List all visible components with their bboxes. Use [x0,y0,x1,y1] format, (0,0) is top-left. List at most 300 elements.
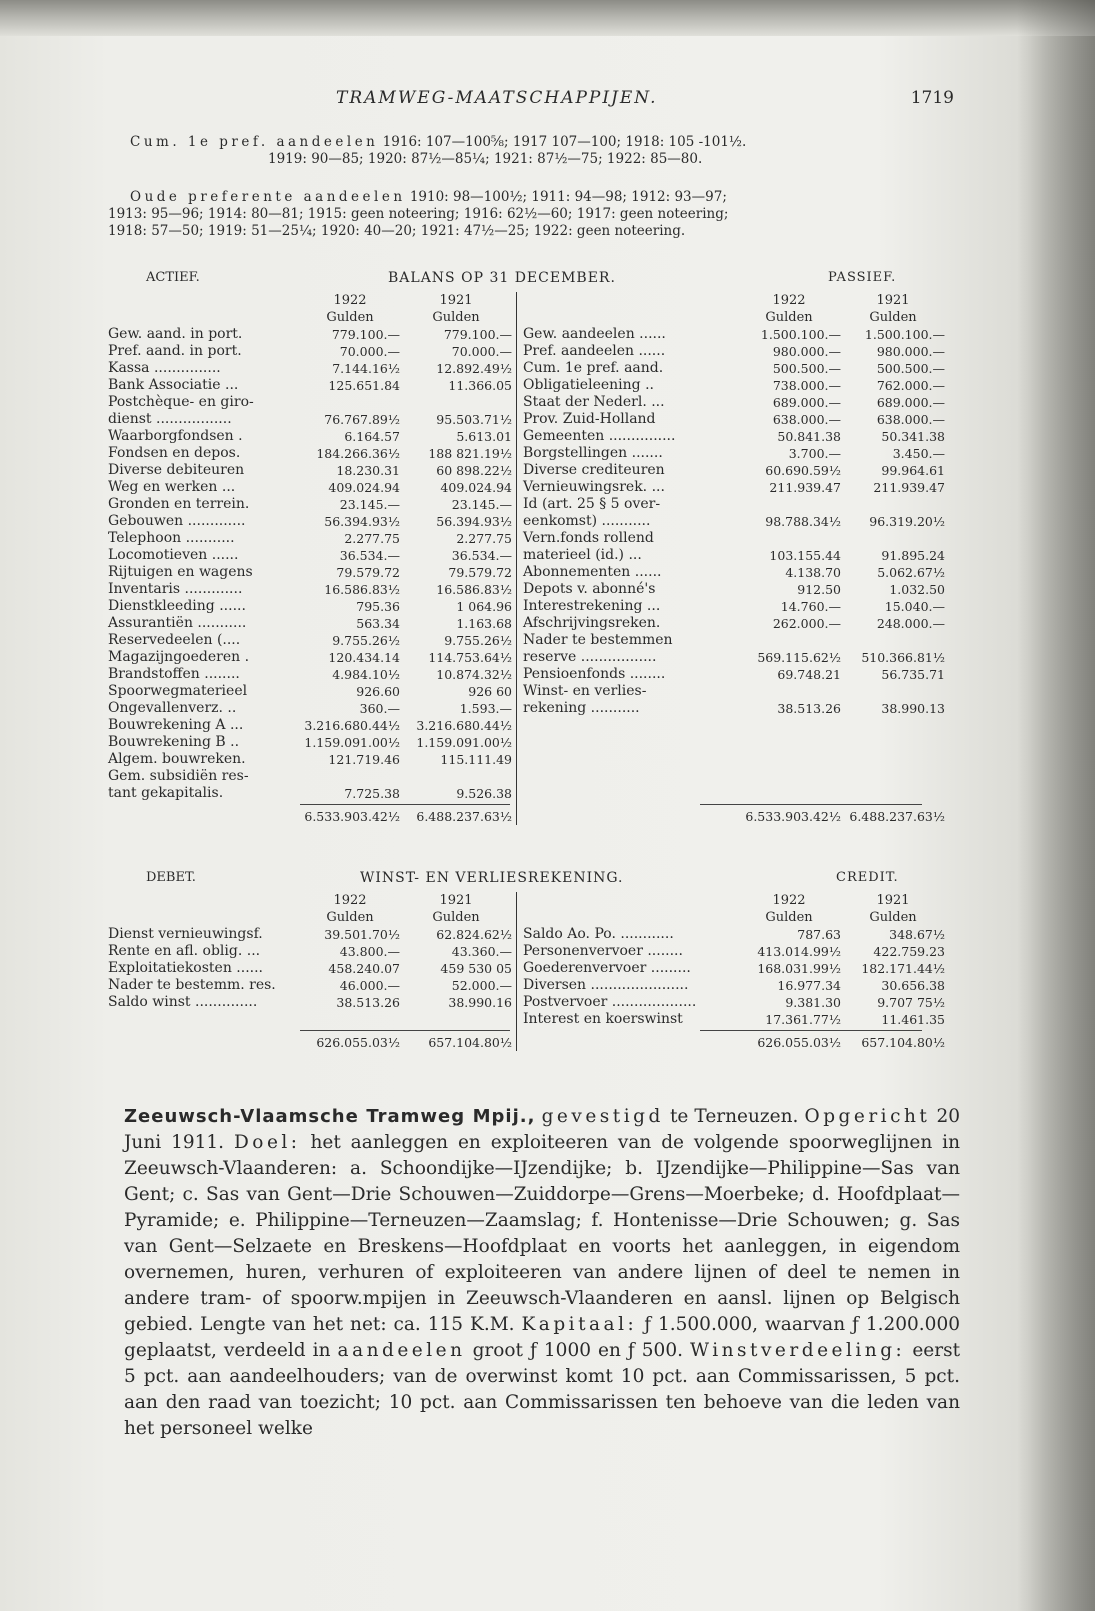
right-value-1922 [737,785,841,802]
left-item: Bouwrekening A ... [108,717,244,733]
winstverdeeling-label: Winstverdeeling: [690,1340,906,1361]
right-value-1921 [841,496,945,513]
right-value-1921: 689.000.— [876,395,945,410]
right-item: Cum. 1e pref. aand. [523,360,664,376]
left-value-1922: 125.651.84 [328,378,400,393]
left-value-1922: 1.159.091.00½ [304,735,400,750]
book-spine-shadow [1017,0,1095,1611]
table-row [108,700,945,717]
year-1922: 1922 [333,893,367,908]
unit-gulden: Gulden [326,310,374,325]
table-row [108,943,945,960]
total-rule [700,1030,922,1031]
right-item: Depots v. abonné's [523,581,656,597]
right-value-1921 [841,632,945,649]
table-row [108,343,945,360]
page-header [100,88,960,114]
right-item [517,768,738,785]
scan-edge [0,0,1095,36]
balance-title: BALANS OP 31 DECEMBER. [388,270,616,286]
left-item: Reservedeelen (.... [108,632,241,648]
right-value-1921: 510.366.81½ [861,650,945,665]
right-item: Gew. aandeelen ...... [523,326,666,342]
table-row [108,960,945,977]
unit-gulden: Gulden [869,910,917,925]
right-value-1921: 15.040.— [884,599,945,614]
right-item: Interestrekening ... [523,598,661,614]
left-value-1921: 926 60 [400,683,517,700]
right-value-1921: 30.656.38 [881,978,945,993]
right-value-1921 [841,751,945,768]
left-value-1921: 9.755.26½ [400,632,517,649]
left-item: Exploitatiekosten ...... [108,960,263,976]
left-value-1922: 43.800.— [339,944,400,959]
right-value-1922 [737,768,841,785]
left-value-1922: 9.755.26½ [332,633,400,648]
right-value-1921: 3.450.— [892,446,945,461]
right-value-1922: 168.031.99½ [757,961,841,976]
right-value-1922: 787.63 [797,927,841,942]
year-header-row [108,892,945,909]
total-right-1922: 6.533.903.42½ [745,809,841,824]
left-item: Waarborgfondsen . [108,428,243,444]
text-fragment: het aanleggen en exploiteeren van de volgende spoorweglijnen in Zeeuwsch-Vlaanderen: a. Schoondijke—IJzendijke; b. IJzendijke—Philippine—Sas van Gent; c. Sas van Gent—Drie Schouwen—Zuiddorpe—Grens—Moerbeke; d. Hoofdplaat—Pyramide; e. Philippine—Terneuzen—Zaamslag; f. Hontenisse—Drie Schouwen; g. Sas van Gent—Selzaete en Breskens—Hoofdplaat en voorts het aanleggen, in eigendom overnemen, huren, verhuren of exploiteeren van andere lijnen of deel te nemen in andere tram- of spoorw.mpijen in Zeeuwsch-Vlaanderen en aansl. lijnen op Belgisch gebied. Lengte van het net: ca. 115 K.M. [124,1132,960,1335]
right-value-1921: 182.171.44½ [861,961,945,976]
right-value-1922: 980.000.— [772,344,841,359]
right-value-1921: 638.000.— [876,412,945,427]
right-item: Abonnementen ...... [523,564,662,580]
table-row [108,1011,945,1028]
left-value-1922: 46.000.— [339,978,400,993]
table-row [108,530,945,547]
left-value-1922: 23.145.— [339,497,400,512]
right-value-1922: 50.841.38 [777,429,841,444]
quote-values: 1910: 98—100½; 1911: 94—98; 1912: 93—97; [409,189,727,205]
left-item: Algem. bouwreken. [108,751,246,767]
right-item: Prov. Zuid-Holland [523,411,656,427]
right-value-1921: 762.000.— [876,378,945,393]
total-right-1921: 657.104.80½ [861,1035,945,1050]
right-value-1921: 348.67½ [889,927,945,942]
left-value-1921: 60 898.22½ [400,462,517,479]
total-left-1921: 6.488.237.63½ [400,802,517,825]
right-item: eenkomst) ........... [523,513,651,529]
right-item: Interest en koerswinst [523,1011,683,1027]
right-item: Winst- en verlies- [523,683,647,699]
left-value-1922: 795.36 [356,599,400,614]
year-1921: 1921 [400,892,517,909]
left-value-1921 [400,768,517,785]
left-value-1922: 56.394.93½ [324,514,400,529]
left-value-1922: 6.164.57 [344,429,400,444]
unit-gulden: Gulden [765,310,813,325]
text-fragment: 20 Juni 1911. [124,1106,960,1153]
left-value-1921: 52.000.— [400,977,517,994]
left-value-1921: 3.216.680.44½ [400,717,517,734]
left-value-1921: 43.360.— [400,943,517,960]
right-value-1922: 689.000.— [772,395,841,410]
left-value-1921: 36.534.— [400,547,517,564]
right-value-1922: 738.000.— [772,378,841,393]
left-item: Dienst vernieuwingsf. [108,926,263,942]
left-value-1922: 16.586.83½ [324,582,400,597]
table-row [108,751,945,768]
left-value-1921: 79.579.72 [400,564,517,581]
table-row [108,615,945,632]
left-value-1922: 779.100.— [331,327,400,342]
right-value-1922 [737,496,841,513]
quote-label: Cum. 1e pref. aandeelen [130,134,379,150]
total-rule [300,1030,510,1031]
left-value-1921 [400,394,517,411]
left-value-1921: 1.163.68 [400,615,517,632]
left-item: Assurantiën ........... [108,615,247,631]
left-value-1921: 459 530 05 [400,960,517,977]
text-fragment: te Terneuzen. [669,1106,799,1127]
right-value-1921 [841,717,945,734]
table-row [108,377,945,394]
right-value-1921: 500.500.— [876,361,945,376]
right-item: Gemeenten ............... [523,428,676,444]
table-row [108,360,945,377]
left-value-1921: 188 821.19½ [400,445,517,462]
left-value-1921: 1.159.091.00½ [400,734,517,751]
left-value-1922: 7.725.38 [344,786,400,801]
winst-heading [108,870,960,890]
kapitaal-label: Kapitaal: [521,1314,638,1335]
right-value-1922 [737,734,841,751]
table-row [108,479,945,496]
page-number: 1719 [910,88,954,108]
right-value-1922 [737,632,841,649]
right-value-1922: 262.000.— [772,616,841,631]
right-item: Afschrijvingsreken. [523,615,661,631]
right-item: Saldo Ao. Po. ............ [523,926,674,942]
left-value-1921: 16.586.83½ [400,581,517,598]
left-item: Postchèque- en giro- [108,394,254,410]
right-item: Goederenvervoer ......... [523,960,691,976]
totals-row [108,802,945,825]
right-item [517,785,738,802]
unit-header-row [108,309,945,326]
left-item: Saldo winst .............. [108,994,258,1010]
right-item: rekening ........... [523,700,640,716]
left-item: Gebouwen ............. [108,513,246,529]
table-row [108,717,945,734]
right-value-1921: 980.000.— [876,344,945,359]
total-left-1922: 6.533.903.42½ [304,809,400,824]
right-value-1921 [841,768,945,785]
quote-oude-pref [108,189,956,240]
left-value-1921: 12.892.49½ [400,360,517,377]
right-item: Nader te bestemmen [523,632,673,648]
right-value-1922: 38.513.26 [777,701,841,716]
right-value-1922: 413.014.99½ [757,944,841,959]
right-value-1921: 1.500.100.— [864,327,945,342]
table-row [108,326,945,343]
table-row [108,581,945,598]
left-value-1922: 563.34 [356,616,400,631]
left-value-1921: 23.145.— [400,496,517,513]
table-row [108,926,945,943]
left-value-1922: 121.719.46 [328,752,400,767]
table-row [108,666,945,683]
left-item: Rente en afl. oblig. ... [108,943,261,959]
year-1921: 1921 [400,292,517,309]
winst-title: WINST- EN VERLIESREKENING. [360,870,624,886]
table-row [108,496,945,513]
left-value-1922: 7.144.16½ [332,361,400,376]
total-rule [700,804,922,805]
left-value-1922: 4.984.10½ [332,667,400,682]
right-value-1922: 500.500.— [772,361,841,376]
right-item [517,751,738,768]
balance-heading [108,270,960,290]
quote-values-line3: 1918: 57—50; 1919: 51—25¼; 1920: 40—20; 1921: 47½—25; 1922: geen noteering. [108,223,686,239]
table-row [108,445,945,462]
left-value-1922: 38.513.26 [336,995,400,1010]
left-item: Locomotieven ...... [108,547,239,563]
right-value-1922: 17.361.77½ [765,1012,841,1027]
winst-table [108,892,945,1051]
right-value-1921: 11.461.35 [881,1012,945,1027]
totals-row [108,1028,945,1051]
quote-values: 1916: 107—100⅝; 1917 107—100; 1918: 105 -101½. [382,134,747,150]
right-value-1922: 3.700.— [788,446,841,461]
left-item: tant gekapitalis. [108,785,224,801]
right-value-1921: 422.759.23 [873,944,945,959]
left-item: Fondsen en depos. [108,445,241,461]
left-value-1922: 409.024.94 [328,480,400,495]
right-value-1922 [737,751,841,768]
year-header-row [108,292,945,309]
left-value-1921: 1 064.96 [400,598,517,615]
quote-values-line2: 1919: 90—85; 1920: 87½—85¼; 1921: 87½—75; 1922: 85—80. [268,151,703,167]
right-item: Pensioenfonds ........ [523,666,666,682]
right-value-1922 [737,530,841,547]
left-item: Magazijngoederen . [108,649,250,665]
left-item: Gronden en terrein. [108,496,250,512]
right-value-1922: 16.977.34 [777,978,841,993]
right-value-1921: 5.062.67½ [877,565,945,580]
passief-label: PASSIEF. [828,270,897,285]
right-item [517,717,738,734]
left-item: Kassa ............... [108,360,221,376]
left-value-1922 [300,1011,400,1028]
table-row [108,734,945,751]
right-value-1922: 98.788.34½ [765,514,841,529]
left-value-1922: 3.216.680.44½ [304,718,400,733]
text-fragment: groot ƒ 1000 en ƒ 500. [472,1340,683,1361]
left-item: dienst ................. [108,411,232,427]
left-item: Gew. aand. in port. [108,326,243,342]
left-value-1921: 62.824.62½ [400,926,517,943]
right-value-1922: 1.500.100.— [760,327,841,342]
aandeelen-label: aandeelen [337,1340,466,1361]
left-item: Diverse debiteuren [108,462,245,478]
right-item: Borgstellingen ....... [523,445,663,461]
table-row [108,598,945,615]
table-row [108,683,945,700]
right-item: Vernieuwingsrek. ... [523,479,665,495]
year-1921: 1921 [876,293,910,308]
left-value-1922: 926.60 [356,684,400,699]
right-value-1921: 211.939.47 [873,480,945,495]
debet-label: DEBET. [146,870,196,885]
right-item: Diverse crediteuren [523,462,665,478]
left-value-1922: 2.277.75 [344,531,400,546]
table-row [108,994,945,1011]
right-item: Staat der Nederl. ... [523,394,665,410]
table-row [108,513,945,530]
table-row [108,977,945,994]
year-1922: 1922 [333,293,367,308]
left-value-1921: 1.593.— [400,700,517,717]
right-item [517,734,738,751]
unit-gulden: Gulden [400,909,517,926]
left-value-1922: 458.240.07 [328,961,400,976]
left-item: Bank Associatie ... [108,377,239,393]
left-value-1922: 70.000.— [339,344,400,359]
left-item: Dienstkleeding ...... [108,598,246,614]
total-rule [300,804,510,805]
right-value-1922: 14.760.— [780,599,841,614]
doel-label: Doel: [233,1132,301,1153]
right-item: Obligatieleening .. [523,377,654,393]
company-description [124,1104,960,1442]
left-item: Gem. subsidiën res- [108,768,249,784]
text-fragment: ƒ 1.500.000, waarvan ƒ 1.200.000 geplaatst, verdeeld in [124,1314,960,1361]
left-value-1921: 2.277.75 [400,530,517,547]
left-value-1922: 79.579.72 [336,565,400,580]
right-value-1922: 211.939.47 [769,480,841,495]
year-1922: 1922 [772,293,806,308]
right-value-1921: 91.895.24 [881,548,945,563]
left-value-1922: 18.230.31 [336,463,400,478]
balance-table [108,292,945,825]
right-value-1921 [841,683,945,700]
table-row [108,649,945,666]
unit-header-row [108,909,945,926]
left-value-1921: 5.613.01 [400,428,517,445]
left-item: Weg en werken ... [108,479,236,495]
quote-label: Oude preferente aandeelen [130,189,406,205]
left-item: Ongevallenverz. .. [108,700,237,716]
right-value-1921 [841,530,945,547]
left-value-1921 [400,1011,517,1028]
unit-gulden: Gulden [765,910,813,925]
total-right-1921: 6.488.237.63½ [849,809,945,824]
year-1922: 1922 [772,893,806,908]
left-value-1921: 409.024.94 [400,479,517,496]
left-value-1922 [300,394,400,411]
right-value-1921: 56.735.71 [881,667,945,682]
left-value-1922: 39.501.70½ [324,927,400,942]
right-value-1922: 4.138.70 [785,565,841,580]
left-value-1922: 36.534.— [339,548,400,563]
left-item: Brandstoffen ........ [108,666,240,682]
right-item: Vern.fonds rollend [523,530,654,546]
total-right-1922: 626.055.03½ [757,1035,841,1050]
right-value-1921: 9.707 75½ [877,995,945,1010]
left-value-1922: 360.— [359,701,400,716]
table-row [108,462,945,479]
right-value-1921: 96.319.20½ [869,514,945,529]
right-item: reserve ................. [523,649,657,665]
left-item: Rijtuigen en wagens [108,564,253,580]
right-item: Diversen ...................... [523,977,689,993]
table-row [108,428,945,445]
unit-gulden: Gulden [400,309,517,326]
right-item: Personenvervoer ........ [523,943,683,959]
opgericht-label: Opgericht [804,1106,931,1127]
unit-gulden: Gulden [326,910,374,925]
left-value-1921: 115.111.49 [400,751,517,768]
table-row [108,394,945,411]
right-value-1922 [737,683,841,700]
right-value-1922: 69.748.21 [777,667,841,682]
right-value-1921: 38.990.13 [881,701,945,716]
left-value-1921: 11.366.05 [400,377,517,394]
gevestigd-label: gevestigd [541,1106,664,1127]
right-value-1922: 103.155.44 [769,548,841,563]
table-row [108,768,945,785]
left-value-1921: 70.000.— [400,343,517,360]
total-left-1921: 657.104.80½ [400,1028,517,1051]
right-value-1922: 60.690.59½ [765,463,841,478]
table-row [108,632,945,649]
table-row [108,411,945,428]
right-item: Pref. aandeelen ...... [523,343,666,359]
running-title: TRAMWEG-MAATSCHAPPIJEN. [336,88,658,108]
left-value-1921: 38.990.16 [400,994,517,1011]
right-value-1922: 9.381.30 [785,995,841,1010]
left-value-1921: 10.874.32½ [400,666,517,683]
left-value-1921: 9.526.38 [400,785,517,802]
left-value-1922 [300,768,400,785]
right-value-1922: 638.000.— [772,412,841,427]
table-row [108,564,945,581]
right-item: Id (art. 25 § 5 over- [523,496,661,512]
left-value-1921: 779.100.— [400,326,517,343]
table-row [108,547,945,564]
actief-label: ACTIEF. [146,270,200,285]
left-item: Telephoon ........... [108,530,235,546]
year-1921: 1921 [876,893,910,908]
left-value-1921: 95.503.71½ [400,411,517,428]
quote-values-line2: 1913: 95—96; 1914: 80—81; 1915: geen noteering; 1916: 62½—60; 1917: geen noteering; [108,206,729,222]
right-item: Postvervoer ................... [523,994,697,1010]
right-item: materieel (id.) ... [523,547,642,563]
left-value-1922: 120.434.14 [328,650,400,665]
table-row [108,785,945,802]
unit-gulden: Gulden [869,310,917,325]
left-item: Inventaris ............. [108,581,243,597]
left-value-1921: 56.394.93½ [400,513,517,530]
total-left-1922: 626.055.03½ [316,1035,400,1050]
right-value-1921: 99.964.61 [881,463,945,478]
left-item: Spoorwegmaterieel [108,683,248,699]
right-value-1921: 50.341.38 [881,429,945,444]
left-item: Nader te bestemm. res. [108,977,276,993]
right-value-1922: 569.115.62½ [757,650,841,665]
right-value-1921 [841,734,945,751]
left-value-1922: 184.266.36½ [316,446,400,461]
left-value-1922: 76.767.89½ [324,412,400,427]
right-value-1921: 248.000.— [876,616,945,631]
left-item [108,1011,300,1028]
right-value-1921: 1.032.50 [889,582,945,597]
